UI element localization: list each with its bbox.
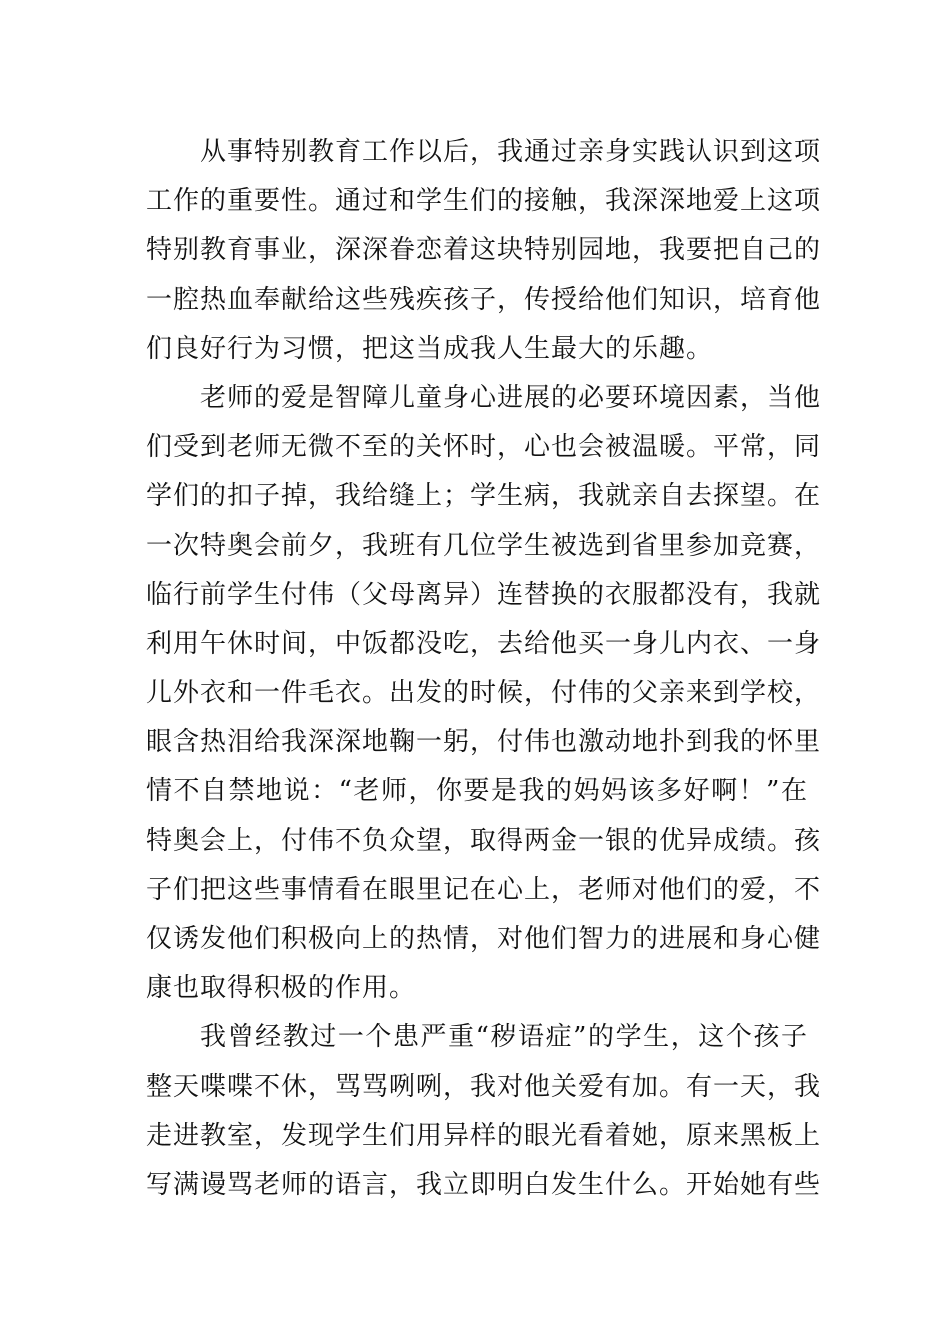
text-line: 特别教育事业，深深眷恋着这块特别园地，我要把自己的 [146, 235, 822, 266]
text-line: 整天喋喋不休，骂骂咧咧，我对他关爱有加。有一天，我 [146, 1071, 822, 1102]
text-line: 康也取得积极的作用。 [146, 973, 417, 1004]
paragraph-2 [146, 374, 822, 1013]
text-line: 从事特别教育工作以后，我通过亲身实践认识到这项 [200, 137, 822, 167]
text-line: 老师的爱是智障儿童身心进展的必要环境因素，当他 [200, 382, 822, 413]
text-line: 利用午休时间，中饭都没吃，去给他买一身儿内衣、一身 [146, 628, 822, 659]
text-line: 子们把这些事情看在眼里记在心上，老师对他们的爱，不 [146, 874, 822, 905]
text-line: 我曾经教过一个患严重“秽语症”的学生，这个孩子 [200, 1022, 808, 1053]
document-body [146, 128, 822, 1210]
text-line: 仅诱发他们积极向上的热情，对他们智力的进展和身心健 [146, 924, 822, 954]
text-line: 一次特奥会前夕，我班有几位学生被选到省里参加竞赛， [146, 530, 822, 561]
text-line: 们良好行为习惯，把这当成我人生最大的乐趣。 [146, 333, 714, 364]
text-line: 一腔热血奉献给这些残疾孩子，传授给他们知识，培育他 [146, 284, 822, 315]
text-line: 学们的扣子掉，我给缝上；学生病，我就亲自去探望。在 [146, 481, 822, 512]
paragraph-1 [146, 128, 822, 374]
text-line: 临行前学生付伟（父母离异）连替换的衣服都没有，我就 [146, 579, 822, 610]
text-line: 儿外衣和一件毛衣。出发的时候，付伟的父亲来到学校， [146, 678, 822, 709]
text-line: 特奥会上，付伟不负众望，取得两金一银的优异成绩。孩 [146, 825, 822, 856]
text-line: 情不自禁地说：“老师，你要是我的妈妈该多好啊！”在 [146, 776, 808, 807]
text-line: 眼含热泪给我深深地鞠一躬，付伟也激动地扑到我的怀里 [146, 727, 822, 758]
text-line: 们受到老师无微不至的关怀时，心也会被温暖。平常，同 [146, 432, 822, 463]
text-line: 写满谩骂老师的语言，我立即明白发生什么。开始她有些 [146, 1169, 822, 1200]
text-line: 走进教室，发现学生们用异样的眼光看着她，原来黑板上 [146, 1120, 822, 1151]
text-line: 工作的重要性。通过和学生们的接触，我深深地爱上这项 [146, 186, 822, 217]
paragraph-3 [146, 1013, 822, 1210]
